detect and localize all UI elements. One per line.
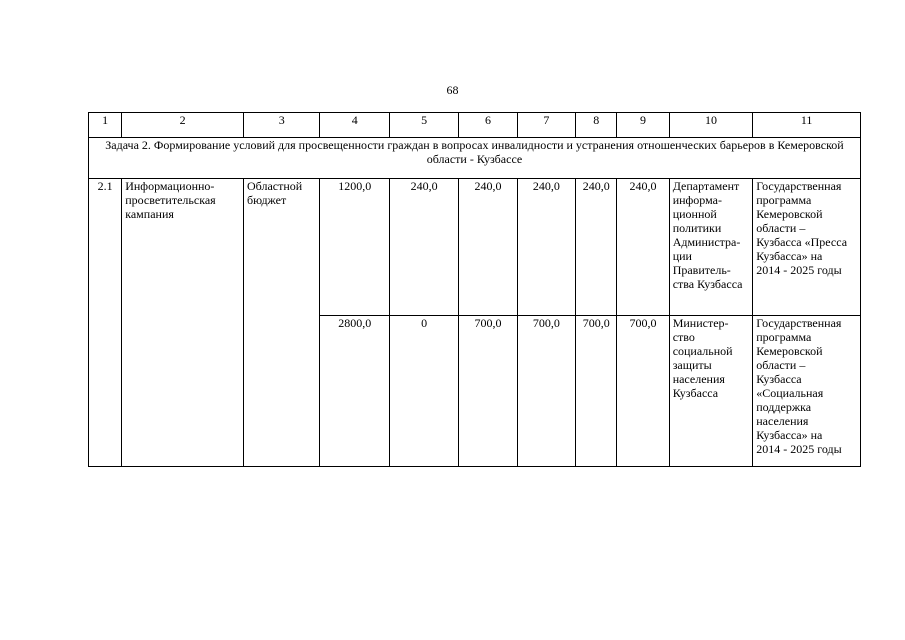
executor-line: социальной [672,344,733,358]
state-program-line: «Социальная [756,386,824,400]
executor-line: ции [672,249,692,263]
column-number-row [89,113,861,138]
state-program-line: Кузбасса» на [756,428,823,442]
executor-line: политики [672,221,722,235]
executor-line: населения [672,372,725,386]
year-amount: 240,0 [517,179,575,316]
year-amount: 0 [389,316,458,467]
funding-source-line: бюджет [246,193,287,207]
column-number: 10 [669,113,753,138]
state-program-line: области – [756,358,806,372]
column-number: 9 [617,113,669,138]
column-number: 6 [459,113,517,138]
state-program-line: Кемеровской [756,344,823,358]
year-amount: 240,0 [576,179,617,316]
state-program-line: Государственная [756,316,842,330]
page-number: 68 [446,83,459,97]
column-number: 11 [753,113,861,138]
total-amount: 2800,0 [320,316,389,467]
state-program-line: области – [756,221,806,235]
year-amount: 700,0 [517,316,575,467]
state-program-line: поддержка [756,400,812,414]
year-amount: 240,0 [389,179,458,316]
year-amount: 700,0 [459,316,517,467]
total-amount: 1200,0 [320,179,389,316]
column-number: 7 [517,113,575,138]
state-program-line: Кузбасса [756,372,802,386]
program-table [88,112,861,467]
column-number: 4 [320,113,389,138]
task-row [89,138,861,179]
executor-line: ства Кузбасса [672,277,743,291]
executor-line: информа- [672,193,722,207]
state-program-line: программа [756,193,812,207]
item-name [122,179,244,467]
executor-line: Правитель- [672,263,731,277]
table-row [89,179,861,316]
state-program-line: Государственная [756,179,842,193]
column-number: 2 [122,113,244,138]
executor-line: ционной [672,207,717,221]
item-name-line: просветительская [125,193,216,207]
state-program-line: Кузбасса «Пресса [756,235,848,249]
funding-source [243,179,319,467]
executor [669,316,753,467]
state-program-line: населения [756,414,809,428]
year-amount: 240,0 [459,179,517,316]
executor-line: Администра- [672,235,741,249]
executor-line: Министер- [672,316,729,330]
state-program-line: Кузбасса» на [756,249,823,263]
item-number: 2.1 [89,179,122,467]
executor-line: защиты [672,358,712,372]
executor-line: ство [672,330,695,344]
state-program-line: 2014 - 2025 годы [756,263,842,277]
column-number: 5 [389,113,458,138]
executor-line: Департамент [672,179,740,193]
year-amount: 700,0 [576,316,617,467]
column-number: 1 [89,113,122,138]
state-program [753,316,861,467]
state-program-line: Кемеровской [756,207,823,221]
task-title: Задача 2. Формирование условий для просвещенности граждан в вопросах инвалидности и устранения отношенческих барьеров в Кемеровской области - Кузбассе [89,138,861,179]
item-name-line: Информационно- [125,179,215,193]
column-number: 3 [243,113,319,138]
executor-line: Кузбасса [672,386,719,400]
state-program-line: программа [756,330,812,344]
state-program-line: 2014 - 2025 годы [756,442,842,456]
funding-source-line: Областной [246,179,303,193]
year-amount: 240,0 [617,179,669,316]
state-program [753,179,861,316]
executor [669,179,753,316]
year-amount: 700,0 [617,316,669,467]
item-name-line: кампания [125,207,174,221]
column-number: 8 [576,113,617,138]
